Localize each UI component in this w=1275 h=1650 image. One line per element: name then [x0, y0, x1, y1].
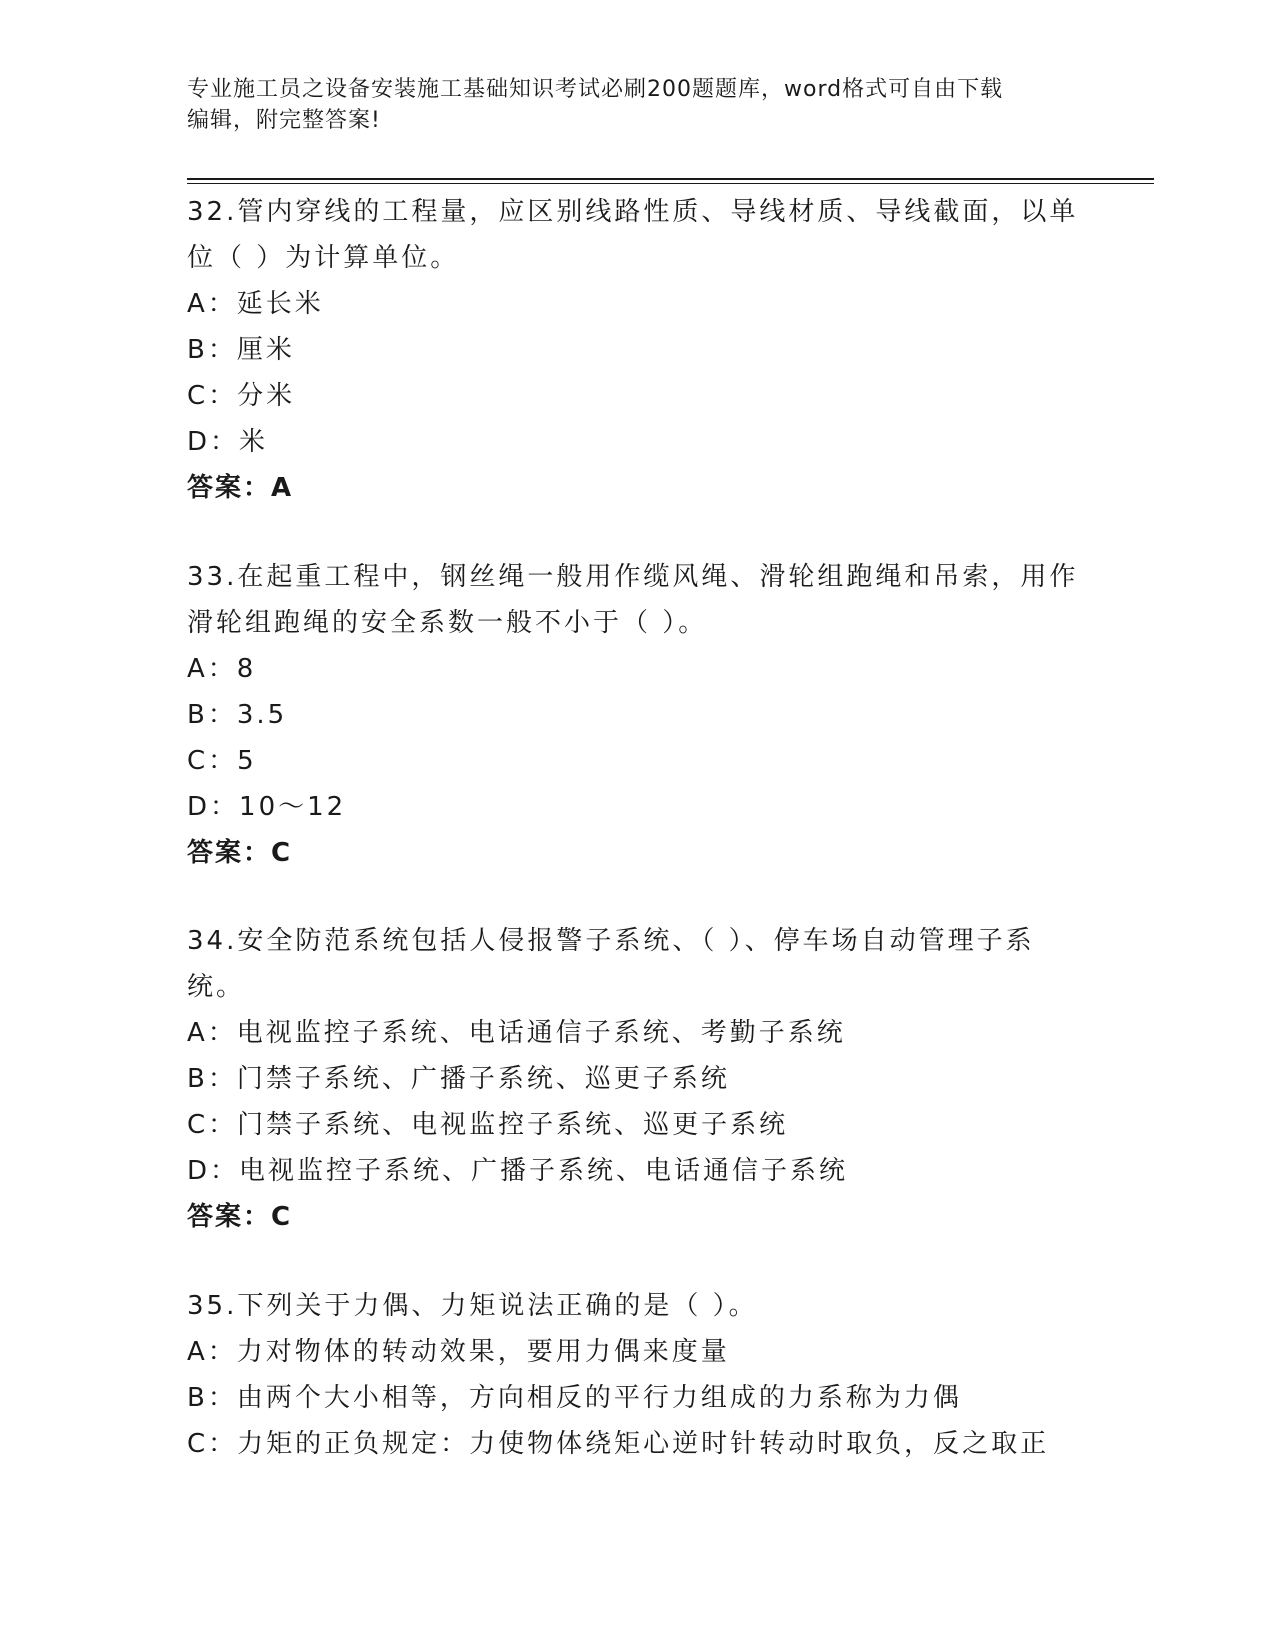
header-divider-thick	[187, 178, 1154, 180]
option-b: B：由两个大小相等，方向相反的平行力组成的力系称为力偶	[187, 1383, 962, 1413]
question-stem-line: 统。	[187, 972, 246, 1002]
question-32	[187, 189, 1087, 511]
option-a: A：延长米	[187, 289, 324, 319]
option-d: D：电视监控子系统、广播子系统、电话通信子系统	[187, 1156, 849, 1186]
header-divider-thin	[187, 183, 1154, 184]
option-d: D：10～12	[187, 792, 347, 822]
option-c: C：5	[187, 746, 257, 776]
question-stem-line: 33.在起重工程中，钢丝绳一般用作缆风绳、滑轮组跑绳和吊索，用作	[187, 562, 1079, 592]
question-stem-line: 34.安全防范系统包括人侵报警子系统、（ ）、停车场自动管理子系	[187, 926, 1035, 956]
option-b: B：门禁子系统、广播子系统、巡更子系统	[187, 1064, 730, 1094]
question-34	[187, 918, 1087, 1240]
header-line-1: 专业施工员之设备安装施工基础知识考试必刷200题题库，word格式可自由下载	[187, 77, 1004, 102]
option-d: D：米	[187, 427, 269, 457]
answer: 答案：C	[187, 1202, 293, 1232]
question-stem-line: 35.下列关于力偶、力矩说法正确的是（ ）。	[187, 1291, 758, 1321]
question-35	[187, 1283, 1087, 1467]
header-line-2: 编辑，附完整答案!	[187, 108, 381, 133]
answer: 答案：A	[187, 473, 294, 503]
option-b: B：3.5	[187, 700, 288, 730]
option-a: A：力对物体的转动效果，要用力偶来度量	[187, 1337, 730, 1367]
option-b: B：厘米	[187, 335, 295, 365]
question-stem-line: 滑轮组跑绳的安全系数一般不小于（ ）。	[187, 608, 708, 638]
option-a: A：8	[187, 654, 257, 684]
question-stem-line: 32.管内穿线的工程量，应区别线路性质、导线材质、导线截面，以单	[187, 197, 1079, 227]
question-stem-line: 位（ ）为计算单位。	[187, 243, 460, 273]
question-33	[187, 554, 1087, 876]
option-c: C：门禁子系统、电视监控子系统、巡更子系统	[187, 1110, 789, 1140]
document-header	[187, 74, 1067, 136]
option-c: C：分米	[187, 381, 296, 411]
option-a: A：电视监控子系统、电话通信子系统、考勤子系统	[187, 1018, 846, 1048]
answer: 答案：C	[187, 838, 293, 868]
option-c: C：力矩的正负规定：力使物体绕矩心逆时针转动时取负，反之取正	[187, 1429, 1050, 1459]
